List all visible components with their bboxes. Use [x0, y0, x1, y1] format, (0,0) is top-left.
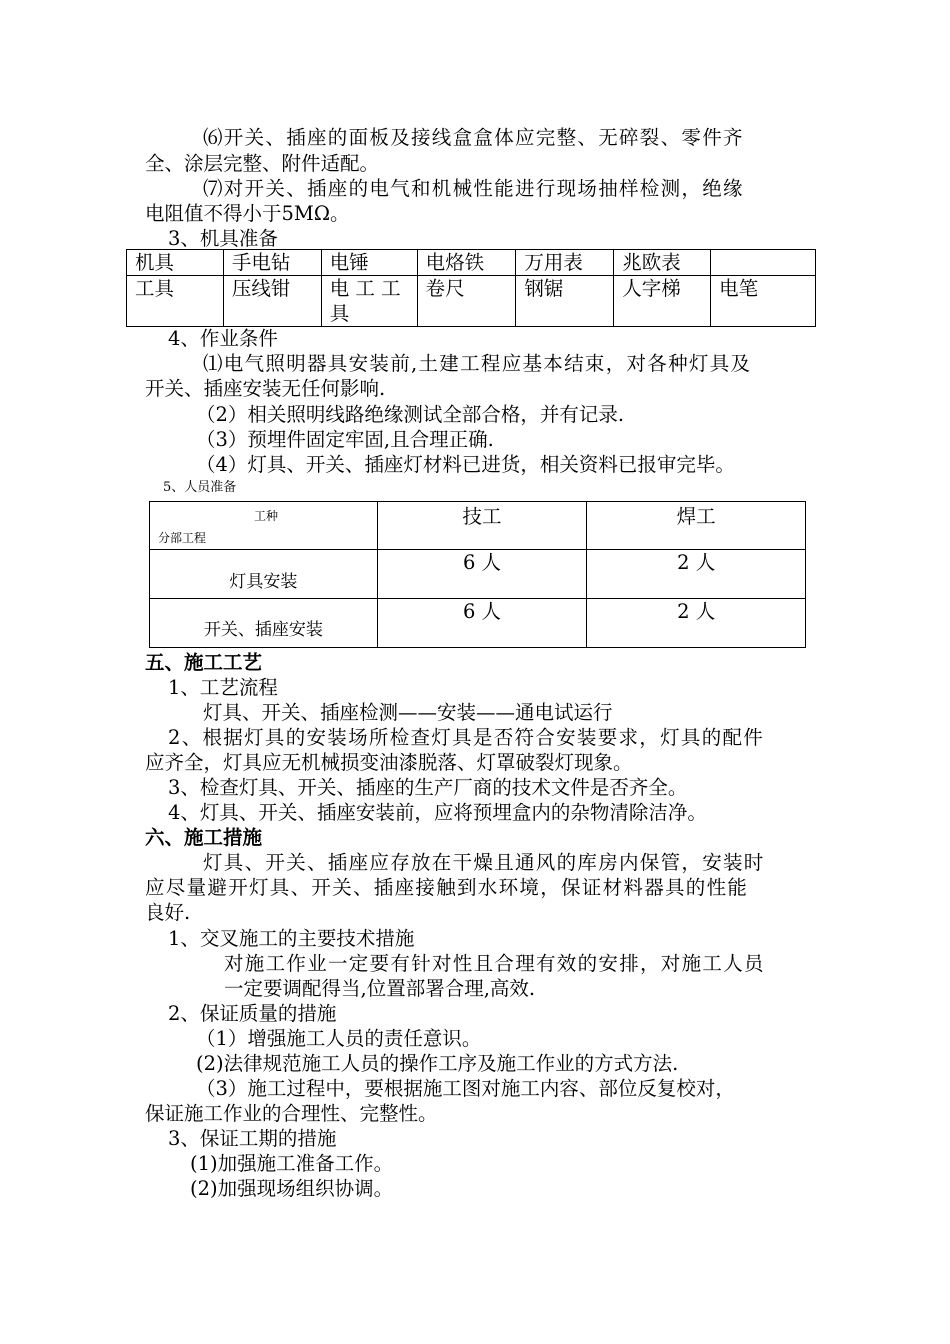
staff-header-diagonal	[150, 502, 378, 550]
section-conditions-heading: 4、作业条件	[168, 327, 278, 350]
condition-2: （2）相关照明线路绝缘测试全部合格，并有记录.	[196, 403, 625, 426]
item-7: ⑺对开关、插座的电气和机械性能进行现场抽样检测，绝缘	[203, 177, 744, 200]
header-trade-label: 工种	[254, 509, 279, 523]
tools-cell: 卷尺	[417, 276, 516, 327]
staff-col-welder: 焊工	[587, 502, 806, 550]
staff-col-technician: 技工	[377, 502, 587, 550]
staff-row-name: 开关、插座安装	[150, 599, 378, 648]
tools-cell: 人字梯	[614, 276, 711, 327]
tools-cell-line: 电 工 工	[329, 277, 401, 300]
tools-cell: 电锤	[321, 250, 417, 276]
measure-1-heading: 1、交叉施工的主要技术措施	[168, 927, 415, 950]
measure-3-heading: 3、保证工期的措施	[168, 1127, 337, 1150]
measure-3-item-2: (2)加强现场组织协调。	[190, 1177, 394, 1200]
process-2: 2、根据灯具的安装场所检查灯具是否符合安装要求，灯具的配件	[168, 726, 765, 749]
measures-intro-cont: 应尽量避开灯具、开关、插座接触到水环境，保证材料器具的性能	[145, 876, 749, 899]
staff-table	[149, 501, 806, 648]
header-part-label: 分部工程	[158, 531, 207, 545]
item-6: ⑹开关、插座的面板及接线盒盒体应完整、无碎裂、零件齐	[203, 126, 744, 149]
tools-cell: 工具	[127, 276, 224, 327]
staff-row-name: 灯具安装	[150, 550, 378, 599]
tools-cell: 万用表	[516, 250, 614, 276]
tools-cell: 机具	[127, 250, 224, 276]
section-tools-heading: 3、机具准备	[168, 227, 278, 250]
condition-1: ⑴电气照明器具安装前,土建工程应基本结束，对各种灯具及	[203, 352, 752, 375]
measure-2-item-3: （3）施工过程中，要根据施工图对施工内容、部位反复校对，	[196, 1077, 735, 1100]
tools-cell: 手电钻	[223, 250, 321, 276]
tools-cell: 兆欧表	[614, 250, 711, 276]
tools-table	[126, 249, 816, 327]
process-flow: 灯具、开关、插座检测——安装——通电试运行	[203, 701, 613, 724]
staff-cell: 2 人	[587, 550, 806, 599]
measure-1-text-cont: 一定要调配得当,位置部署合理,高效.	[224, 977, 536, 1000]
measures-intro-end: 良好.	[145, 901, 191, 924]
tools-cell: 钢锯	[516, 276, 614, 327]
measures-intro: 灯具、开关、插座应存放在干燥且通风的库房内保管，安装时	[203, 851, 765, 874]
process-2-cont: 应齐全，灯具应无机械损变油漆脱落、灯罩破裂灯现象。	[145, 751, 633, 774]
condition-3: （3）预埋件固定牢固,且合理正确.	[196, 428, 494, 451]
staff-cell: 6 人	[377, 599, 587, 648]
tools-cell	[711, 250, 816, 276]
tools-cell	[321, 276, 417, 327]
section-six-heading: 六、施工措施	[145, 826, 263, 849]
section-staff-heading: 5、人员准备	[163, 480, 237, 495]
staff-cell: 6 人	[377, 550, 587, 599]
measure-2-heading: 2、保证质量的措施	[168, 1002, 337, 1025]
tools-cell: 压线钳	[223, 276, 321, 327]
process-heading: 1、工艺流程	[168, 676, 278, 699]
process-3: 3、检查灯具、开关、插座的生产厂商的技术文件是否齐全。	[168, 776, 688, 799]
measure-1-text: 对施工作业一定要有针对性且合理有效的安排，对施工人员	[224, 952, 765, 975]
measure-2-item-1: （1）增强施工人员的责任意识。	[196, 1027, 482, 1050]
item-7-cont: 电阻值不得小于5MΩ。	[145, 202, 350, 225]
tools-cell: 电笔	[711, 276, 816, 327]
measure-2-item-3-cont: 保证施工作业的合理性、完整性。	[145, 1102, 438, 1125]
measure-3-item-1: (1)加强施工准备工作。	[190, 1152, 394, 1175]
tools-cell-line: 具	[329, 302, 350, 325]
item-6-cont: 全、涂层完整、附件适配。	[145, 152, 380, 175]
condition-4: （4）灯具、开关、插座灯材料已进货，相关资料已报审完毕。	[196, 453, 735, 476]
process-4: 4、灯具、开关、插座安装前，应将预埋盒内的杂物清除洁净。	[168, 801, 707, 824]
tools-cell: 电烙铁	[417, 250, 516, 276]
section-five-heading: 五、施工工艺	[145, 651, 263, 674]
measure-2-item-2: (2)法律规范施工人员的操作工序及施工作业的方式方法.	[196, 1052, 679, 1075]
staff-cell: 2 人	[587, 599, 806, 648]
condition-1-cont: 开关、插座安装无任何影响.	[145, 377, 386, 400]
